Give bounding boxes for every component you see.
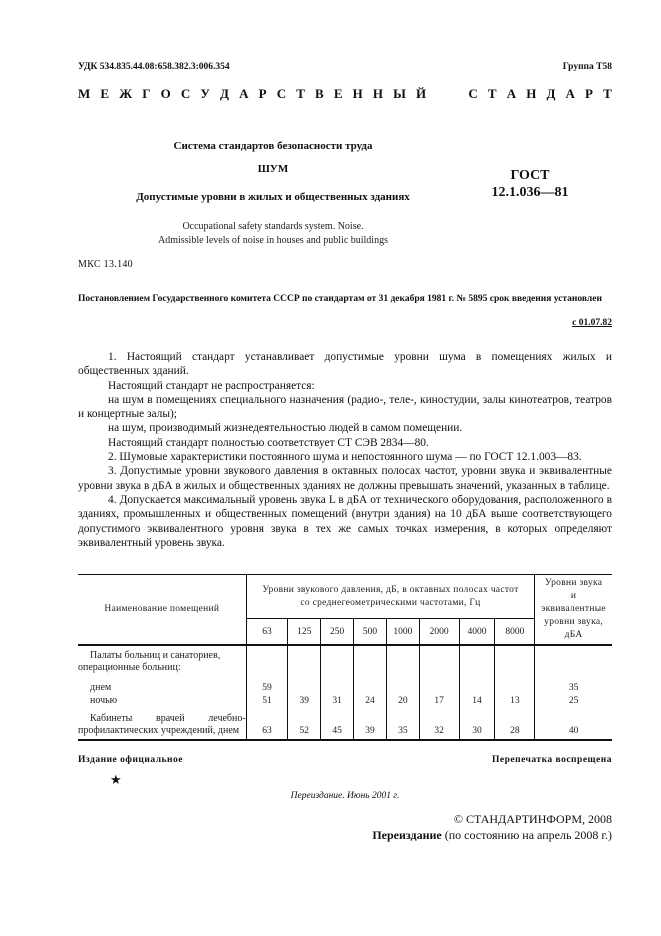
- heading-letter: С: [180, 86, 191, 101]
- value-cell: 20: [386, 694, 419, 708]
- paragraph: Настоящий стандарт не распространяется:: [108, 379, 315, 392]
- table-row: [78, 708, 612, 740]
- heading-letter: В: [315, 86, 324, 101]
- heading-gap: [436, 86, 458, 102]
- reissue-2008-line: [372, 828, 612, 843]
- paragraph: на шум в помещениях специального назначения (радио-, теле-, киностудии, залы кинотеатров, театров и концертные залы);: [78, 393, 612, 421]
- value-cell: [386, 682, 419, 694]
- level-cell: 40: [535, 708, 612, 740]
- decree-text: Постановлением Государственного комитета СССР по стандартам от 31 декабря 1981 г. № 5895 срок введения установлен: [78, 294, 602, 304]
- value-cell: 32: [419, 708, 459, 740]
- reissue-2008-text: (по состоянию на апрель 2008 г.): [441, 828, 612, 842]
- heading-letter: У: [200, 86, 210, 101]
- value-cell: 14: [459, 694, 495, 708]
- table-row: [78, 645, 612, 682]
- value-cell: [419, 682, 459, 694]
- noise-levels-table: [78, 574, 612, 741]
- heading-letter: Н: [526, 86, 537, 101]
- column-header-room-name: Наименование помещений: [78, 575, 246, 646]
- heading-letter: Г: [142, 86, 151, 101]
- heading-letter: Р: [258, 86, 267, 101]
- english-title: [78, 220, 468, 248]
- value-cell: 63: [246, 708, 288, 740]
- freq-header: 1000: [386, 619, 419, 646]
- heading-letter: Т: [487, 86, 497, 101]
- value-cell: [288, 682, 321, 694]
- heading-letter: О: [160, 86, 171, 101]
- value-cell: [459, 682, 495, 694]
- heading-letter: Д: [220, 86, 229, 101]
- value-cell: 52: [288, 708, 321, 740]
- heading-letter: А: [506, 86, 517, 101]
- document-title: Допустимые уровни в жилых и общественных зданиях: [136, 191, 410, 203]
- reprint-prohibited-label: Перепечатка воспрещена: [491, 755, 612, 765]
- reissue-2001-note: Переиздание. Июнь 2001 г.: [290, 791, 400, 801]
- value-cell: 39: [288, 694, 321, 708]
- freq-header: 125: [288, 619, 321, 646]
- freq-header: 4000: [459, 619, 495, 646]
- freq-header: 250: [321, 619, 354, 646]
- standards-system-title: Система стандартов безопасности труда: [173, 140, 373, 152]
- gost-designation: [470, 167, 590, 201]
- paragraph: 1. Настоящий стандарт устанавливает допустимые уровни шума в помещениях жилых и общественных зданий.: [78, 351, 612, 378]
- value-cell: 24: [354, 694, 387, 708]
- copyright-line: © СТАНДАРТИНФОРМ, 2008: [453, 812, 612, 826]
- paragraph: 2. Шумовые характеристики постоянного шума и непостоянного шума — по ГОСТ 12.1.003—83.: [108, 451, 582, 464]
- freq-header: 8000: [495, 619, 535, 646]
- value-cell: 39: [354, 708, 387, 740]
- heading-letter: Н: [372, 86, 383, 101]
- value-cell: 31: [321, 694, 354, 708]
- freq-header: 500: [354, 619, 387, 646]
- heading-letter: А: [565, 86, 575, 101]
- heading-letter: Н: [352, 86, 363, 101]
- value-cell: 30: [459, 708, 495, 740]
- value-cell: [354, 682, 387, 694]
- table-row: [78, 694, 612, 708]
- room-subrow-label: днем: [90, 682, 112, 694]
- heading-letter: М: [78, 86, 91, 101]
- paragraph: Настоящий стандарт полностью соответствует СТ СЭВ 2834—80.: [108, 436, 429, 449]
- mks-code: МКС 13.140: [78, 259, 133, 270]
- value-cell: 45: [321, 708, 354, 740]
- value-cell: 17: [419, 694, 459, 708]
- heading-letter: Й: [416, 86, 427, 101]
- noise-heading: ШУМ: [257, 163, 289, 175]
- paragraph: 4. Допускается максимальный уровень звука L в дБА от технического оборудования, расположенного в зданиях, промышленных и общественных помещений (внутри здания) на 10 дБА выше соответствующего допустимого эквивалентного уровня звука в тех же самых точках измерения, в которых определяют эквивалентный уровень звука.: [78, 493, 612, 549]
- column-header-octave-bands: Уровни звукового давления, дБ, в октавных полосах частот со среднегеометрическими частотами, Гц: [246, 575, 535, 619]
- heading-letter: Е: [100, 86, 110, 101]
- room-name: Кабинеты врачей лечебно-профилактических учреждений, днем: [78, 708, 246, 740]
- heading-letter: Ы: [393, 86, 406, 101]
- room-subrow-label: ночью: [90, 695, 118, 707]
- value-cell: 28: [495, 708, 535, 740]
- freq-header: 63: [246, 619, 288, 646]
- heading-letter: Р: [585, 86, 593, 101]
- room-name: Палаты больниц и санаториев, операционные больниц:: [78, 650, 221, 673]
- paragraph: на шум, производимый жизнедеятельностью людей в самом помещении.: [108, 422, 463, 435]
- column-header-sound-level: Уровни звука и эквивалентные уровни звука, дБА: [535, 575, 612, 646]
- official-edition-label: Издание официальное: [78, 755, 184, 765]
- paragraph: 3. Допустимые уровни звукового давления в октавных полосах частот, уровни звука и эквивалентные уровни звука в дБА в жилых и общественных зданиях не должны превышать значений, указанных в таблице.: [78, 465, 612, 492]
- star-icon: ★: [110, 772, 122, 787]
- udk-code: УДК 534.835.44.08:658.382.3:006.354: [78, 62, 230, 72]
- value-cell: 13: [495, 694, 535, 708]
- freq-header: 2000: [419, 619, 459, 646]
- heading-letter: Е: [333, 86, 343, 101]
- group-code: Группа Т58: [562, 62, 612, 72]
- value-cell: [321, 682, 354, 694]
- value-cell: 51: [246, 694, 288, 708]
- english-title-line: Admissible levels of noise in houses and public buildings: [158, 235, 388, 246]
- heading-letter: Т: [296, 86, 305, 101]
- heading-letter: А: [239, 86, 249, 101]
- level-cell: 35: [535, 682, 612, 694]
- heading-letter: С: [276, 86, 287, 101]
- reissue-2008-bold: Переиздание: [372, 828, 442, 842]
- interstate-standard-heading: [78, 86, 612, 102]
- level-cell: 25: [535, 694, 612, 708]
- english-title-line: Occupational safety standards system. Noise.: [182, 221, 364, 232]
- value-cell: [495, 682, 535, 694]
- gost-label: ГОСТ: [510, 168, 550, 183]
- effective-date: с 01.07.82: [572, 318, 612, 328]
- heading-letter: Д: [546, 86, 556, 101]
- table-row: [78, 682, 612, 694]
- heading-letter: Ж: [119, 86, 133, 101]
- document-body: [78, 350, 612, 550]
- heading-letter: С: [468, 86, 478, 101]
- value-cell: 35: [386, 708, 419, 740]
- value-cell: 59: [246, 682, 288, 694]
- heading-letter: Т: [603, 86, 612, 101]
- gost-number: 12.1.036—81: [491, 185, 569, 200]
